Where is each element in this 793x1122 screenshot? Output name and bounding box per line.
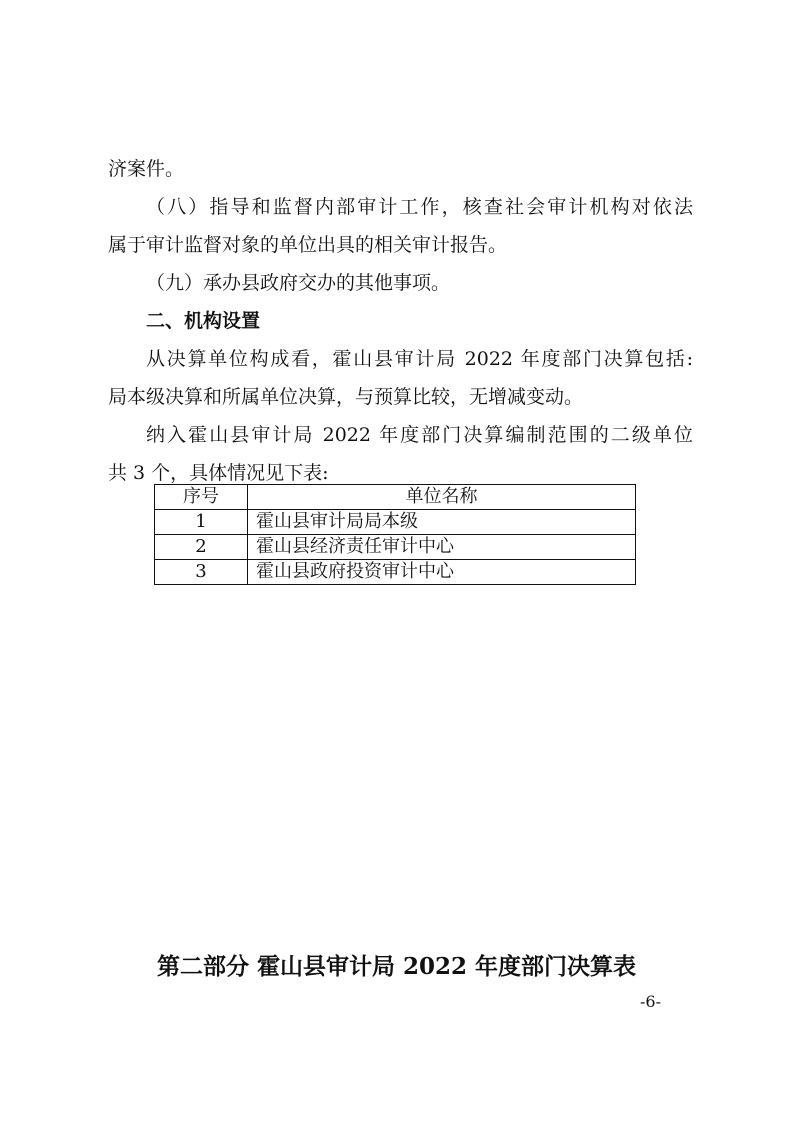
paragraph-line: （八）指导和监督内部审计工作，核查社会审计机构对依法 <box>146 196 693 218</box>
part-title: 第二部分 霍山县审计局 2022 年度部门决算表 <box>156 953 637 980</box>
paragraph-line: 纳入霍山县审计局 2022 年度部门决算编制范围的二级单位 <box>146 424 693 446</box>
paragraph-line: （九）承办县政府交办的其他事项。 <box>146 272 451 294</box>
table-cell-index: 3 <box>155 560 248 585</box>
table-row <box>155 560 636 585</box>
table-row <box>155 535 636 560</box>
body-text <box>108 150 693 492</box>
column-header-name: 单位名称 <box>248 485 636 510</box>
table-cell-name: 霍山县审计局局本级 <box>248 510 636 535</box>
table-header-row <box>155 485 636 510</box>
section-heading: 二、机构设置 <box>146 310 261 332</box>
paragraph-line: 属于审计监督对象的单位出具的相关审计报告。 <box>108 234 508 256</box>
unit-table <box>154 484 636 585</box>
paragraph-line: 从决算单位构成看，霍山县审计局 2022 年度部门决算包括: <box>146 348 693 370</box>
table-row <box>155 510 636 535</box>
table-cell-name: 霍山县政府投资审计中心 <box>248 560 636 585</box>
column-header-index: 序号 <box>155 485 248 510</box>
paragraph-line: 局本级决算和所属单位决算，与预算比较，无增减变动。 <box>108 386 584 408</box>
table-cell-index: 1 <box>155 510 248 535</box>
table-cell-name: 霍山县经济责任审计中心 <box>248 535 636 560</box>
table-cell-index: 2 <box>155 535 248 560</box>
page-number: -6- <box>640 992 661 1011</box>
paragraph-line: 济案件。 <box>108 158 185 180</box>
paragraph-line: 共 3 个，具体情况见下表: <box>108 462 329 484</box>
